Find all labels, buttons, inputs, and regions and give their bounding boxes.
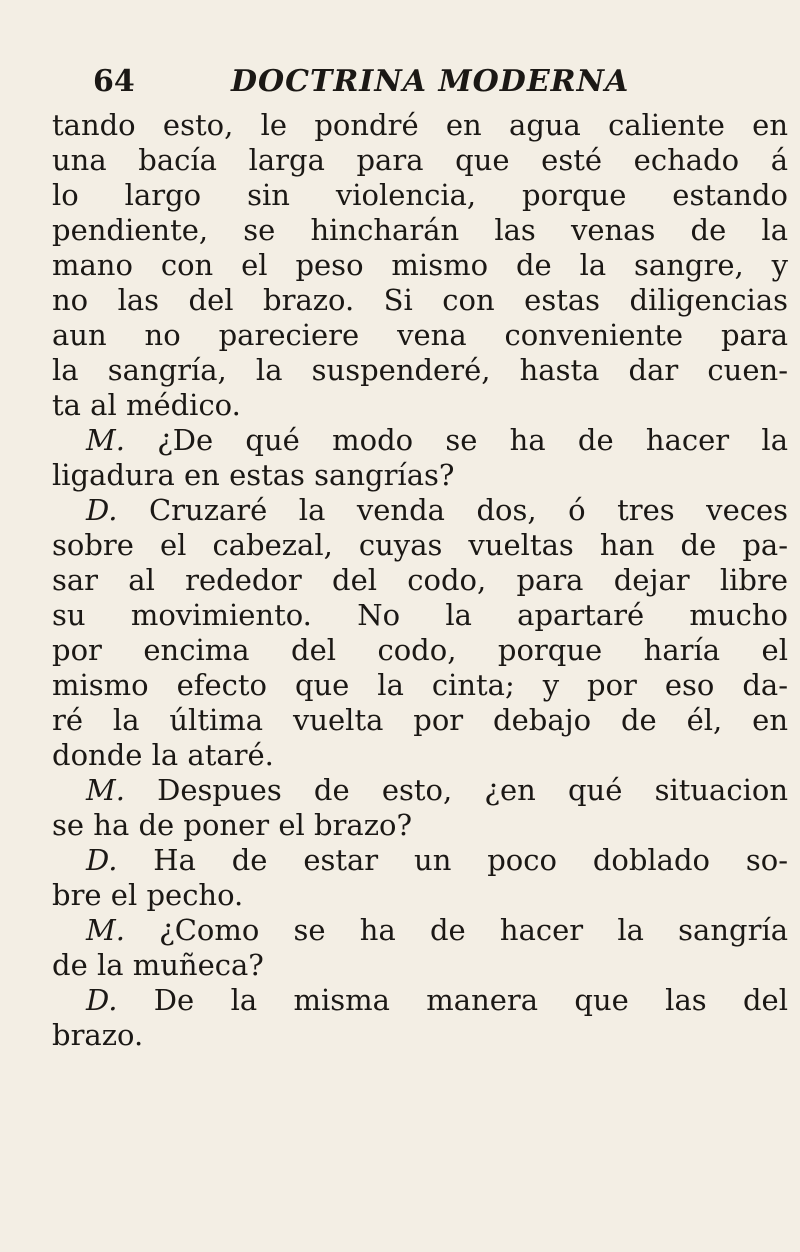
line-text: pendiente, se hincharán las venas de la (52, 213, 788, 247)
text-line (52, 948, 788, 983)
line-text: por encima del codo, porque haría el (52, 633, 788, 667)
text-line (52, 808, 788, 843)
running-title: DOCTRINA MODERNA (231, 64, 630, 99)
text-line (52, 283, 788, 318)
text-line (52, 598, 788, 633)
line-text: sobre el cabezal, cuyas vueltas han de pa- (52, 528, 788, 562)
text-line (52, 668, 788, 703)
text-line (52, 388, 788, 423)
text-line (52, 983, 788, 1018)
line-text: la sangría, la suspenderé, hasta dar cuen- (52, 353, 788, 387)
line-text: bre el pecho. (52, 878, 244, 912)
line-text: sar al rededor del codo, para dejar libre (52, 563, 788, 597)
line-text: se ha de poner el brazo? (52, 808, 412, 842)
line-text: una bacía larga para que esté echado á (52, 143, 788, 177)
text-line (52, 703, 788, 738)
text-line (52, 423, 788, 458)
line-text: lo largo sin violencia, porque estando (52, 178, 788, 212)
body-text (52, 108, 788, 1053)
speaker-label: M. (86, 913, 125, 947)
text-line (52, 738, 788, 773)
speaker-label: M. (86, 773, 125, 807)
text-line (52, 108, 788, 143)
line-text: ré la última vuelta por debajo de él, en (52, 703, 788, 737)
speaker-label: D. (86, 493, 118, 527)
line-text: ¿Como se ha de hacer la sangría (159, 913, 788, 947)
page-number: 64 (93, 64, 135, 99)
line-text: ¿De qué modo se ha de hacer la (157, 423, 788, 457)
text-line (52, 528, 788, 563)
text-line (52, 913, 788, 948)
line-text: no las del brazo. Si con estas diligencias (52, 283, 788, 317)
line-text: brazo. (52, 1018, 144, 1052)
text-line (52, 248, 788, 283)
line-text: Despues de esto, ¿en qué situacion (157, 773, 788, 807)
text-line (52, 213, 788, 248)
line-text: aun no pareciere vena conveniente para (52, 318, 788, 352)
line-text: su movimiento. No la apartaré mucho (52, 598, 788, 632)
speaker-label: D. (86, 983, 118, 1017)
line-text: Ha de estar un poco doblado so- (153, 843, 788, 877)
line-text: donde la ataré. (52, 738, 274, 772)
text-line (52, 633, 788, 668)
speaker-label: M. (86, 423, 125, 457)
text-line (52, 878, 788, 913)
line-text: mismo efecto que la cinta; y por eso da- (52, 668, 788, 702)
text-line (52, 493, 788, 528)
line-text: de la muñeca? (52, 948, 264, 982)
text-line (52, 458, 788, 493)
text-line (52, 353, 788, 388)
line-text: ligadura en estas sangrías? (52, 458, 455, 492)
line-text: mano con el peso mismo de la sangre, y (52, 248, 788, 282)
line-text: Cruzaré la venda dos, ó tres veces (148, 493, 788, 527)
text-line (52, 143, 788, 178)
text-line (52, 1018, 788, 1053)
text-line (52, 773, 788, 808)
text-line (52, 178, 788, 213)
page-header (93, 64, 713, 108)
text-line (52, 563, 788, 598)
line-text: tando esto, le pondré en agua caliente en (52, 108, 788, 142)
text-line (52, 318, 788, 353)
line-text: ta al médico. (52, 388, 241, 422)
speaker-label: D. (86, 843, 118, 877)
text-line (52, 843, 788, 878)
line-text: De la misma manera que las del (153, 983, 788, 1017)
